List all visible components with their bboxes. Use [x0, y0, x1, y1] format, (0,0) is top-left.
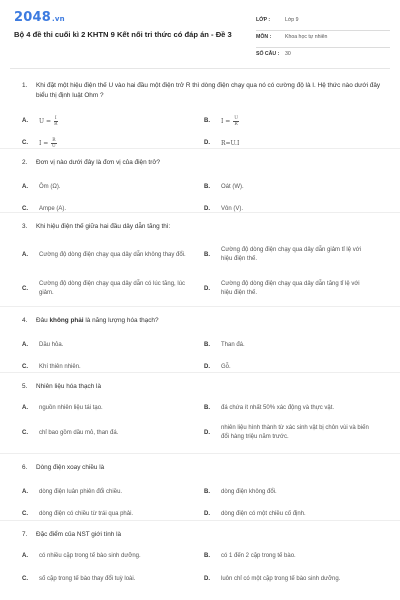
- option-letter: D.: [204, 576, 210, 582]
- question-7: [0, 521, 400, 591]
- question-1: [0, 74, 400, 149]
- option-letter: C.: [22, 576, 28, 582]
- option-letter: B.: [204, 252, 210, 258]
- option-letter: B.: [204, 118, 210, 124]
- question-text: Dòng điện xoay chiều là: [36, 464, 105, 471]
- meta-value: 30: [285, 51, 291, 57]
- question-stem: [22, 74, 386, 101]
- option-text: R=U.I: [221, 139, 240, 147]
- logo-domain: .vn: [51, 15, 65, 23]
- option-letter: C.: [22, 140, 28, 146]
- option-text: Khí thiên nhiên.: [39, 363, 81, 370]
- question-3: [0, 213, 400, 307]
- option-text: Ôm (Ω).: [39, 183, 61, 190]
- option-letter: C.: [22, 206, 28, 212]
- option-letter: A.: [22, 184, 28, 190]
- fraction: [54, 116, 58, 127]
- option-text: Cường độ dòng điện chạy qua dây dẫn có lúc tăng, lúc giảm.: [39, 281, 186, 296]
- option-a[interactable]: [22, 398, 204, 418]
- question-stem: [22, 149, 386, 168]
- options-grid: [22, 546, 386, 592]
- question-stem: [22, 454, 386, 473]
- question-2: [0, 149, 400, 213]
- question-text: Khi đặt một hiệu điện thế U vào hai đầu một điện trở R thì dòng điện chạy qua nó có cường độ là I. Hệ thức nào dưới đây biểu thị định luật Ohm ?: [36, 82, 381, 99]
- page-header: [0, 0, 400, 66]
- option-c[interactable]: [22, 566, 204, 592]
- option-a[interactable]: [22, 546, 204, 566]
- option-text: I =: [221, 117, 233, 125]
- meta-value: Lớp 9: [285, 17, 299, 23]
- meta-label: LỚP :: [256, 17, 271, 23]
- option-b[interactable]: [204, 110, 386, 132]
- option-text: Cường độ dòng điện chạy qua dây dẫn tăng tỉ lệ với hiệu điện thế.: [221, 281, 360, 296]
- question-text: Đâu không phải là năng lượng hóa thạch?: [36, 317, 159, 324]
- options-grid: [22, 481, 386, 525]
- option-letter: A.: [22, 118, 28, 124]
- option-text: dòng điện có một chiều cố định.: [221, 510, 306, 517]
- question-text: Khi hiệu điện thế giữa hai đầu dây dẫn tăng thì:: [36, 223, 171, 230]
- option-c[interactable]: [22, 418, 204, 448]
- question-number: 1.: [22, 82, 28, 89]
- option-letter: D.: [204, 430, 210, 436]
- option-text: dòng điện có chiều từ trái qua phải.: [39, 510, 134, 517]
- option-text: dòng điện không đổi.: [221, 488, 277, 495]
- fraction: [51, 138, 56, 149]
- option-text: có nhiều cặp trong tế bào sinh dưỡng.: [39, 552, 141, 559]
- exam-meta: [256, 14, 390, 64]
- option-text: dòng điện luân phiên đổi chiều.: [39, 488, 123, 495]
- option-a[interactable]: [22, 334, 204, 356]
- header-divider: [10, 68, 390, 69]
- emphasis-text: không phải: [49, 317, 84, 324]
- option-a[interactable]: [22, 481, 204, 503]
- question-text: Đơn vị nào dưới đây là đơn vị của điện trở?: [36, 159, 161, 166]
- meta-row-subject: [256, 31, 390, 48]
- meta-row-class: [256, 14, 390, 31]
- option-b[interactable]: [204, 546, 386, 566]
- option-b[interactable]: [204, 334, 386, 356]
- option-text: Oát (W).: [221, 183, 244, 190]
- option-text: có 1 đến 2 cặp trong tế bào.: [221, 552, 296, 559]
- question-number: 4.: [22, 317, 28, 324]
- question-stem: [22, 373, 386, 392]
- option-text: nguồn nhiên liệu tái tạo.: [39, 404, 103, 411]
- meta-label: MÔN :: [256, 34, 272, 40]
- option-letter: D.: [204, 286, 210, 292]
- option-text: Ampe (A).: [39, 205, 67, 212]
- option-letter: C.: [22, 430, 28, 436]
- question-stem: [22, 521, 386, 540]
- option-letter: A.: [22, 342, 28, 348]
- option-b[interactable]: [204, 238, 386, 272]
- option-text: đá chứa ít nhất 50% xác động và thực vật.: [221, 404, 335, 411]
- question-list: [0, 74, 400, 591]
- option-text: số cặp trong tế bào thay đổi tuỳ loài.: [39, 575, 136, 582]
- fraction-numerator: U: [234, 115, 238, 121]
- option-letter: D.: [204, 206, 210, 212]
- option-text: Dầu hỏa.: [39, 341, 64, 348]
- question-number: 7.: [22, 531, 28, 538]
- option-text: U =: [39, 117, 53, 125]
- options-grid: [22, 398, 386, 448]
- option-letter: D.: [204, 140, 210, 146]
- option-letter: A.: [22, 252, 28, 258]
- question-5: [0, 373, 400, 454]
- meta-row-count: [256, 48, 390, 64]
- question-text: Nhiên liệu hóa thạch là: [36, 383, 102, 390]
- fraction: [233, 116, 239, 127]
- options-grid: [22, 238, 386, 306]
- option-letter: A.: [22, 489, 28, 495]
- options-grid: [22, 334, 386, 378]
- fraction-numerator: R: [52, 137, 56, 143]
- option-b[interactable]: [204, 398, 386, 418]
- option-letter: D.: [204, 511, 210, 517]
- question-stem: [22, 307, 386, 326]
- question-6: [0, 454, 400, 521]
- question-stem: [22, 213, 386, 232]
- option-letter: B.: [204, 405, 210, 411]
- option-a[interactable]: [22, 176, 204, 198]
- option-letter: B.: [204, 342, 210, 348]
- option-d[interactable]: [204, 566, 386, 592]
- question-number: 5.: [22, 383, 28, 390]
- question-number: 6.: [22, 464, 28, 471]
- fraction-denominator: U: [52, 143, 56, 149]
- option-a[interactable]: [22, 238, 204, 272]
- option-letter: C.: [22, 511, 28, 517]
- option-letter: C.: [22, 364, 28, 370]
- option-text: Cường độ dòng điện chạy qua dây dẫn giảm tỉ lệ với hiệu điện thế.: [221, 247, 361, 262]
- option-text: Cường độ dòng điện chạy qua dây dẫn không thay đổi.: [39, 251, 186, 258]
- option-letter: B.: [204, 184, 210, 190]
- question-text: Đặc điểm của NST giới tính là: [36, 531, 122, 538]
- option-letter: C.: [22, 286, 28, 292]
- option-c[interactable]: [22, 272, 204, 306]
- option-letter: D.: [204, 364, 210, 370]
- question-number: 2.: [22, 159, 28, 166]
- logo-text: 2048: [14, 10, 51, 25]
- question-4: [0, 307, 400, 373]
- option-text: Than đá.: [221, 341, 245, 348]
- option-text: Gỗ.: [221, 363, 231, 370]
- fraction-numerator: I: [54, 115, 57, 121]
- option-letter: A.: [22, 405, 28, 411]
- option-text: Vôn (V).: [221, 205, 244, 212]
- fraction-denominator: R: [54, 121, 58, 127]
- option-text: luôn chỉ có một cặp trong tế bào sinh dưỡng.: [221, 575, 341, 582]
- option-b[interactable]: [204, 176, 386, 198]
- meta-value: Khoa học tự nhiên: [285, 34, 328, 40]
- meta-label: SỐ CÂU :: [256, 51, 280, 57]
- site-logo[interactable]: [14, 10, 65, 25]
- option-text: chỉ bao gồm dầu mỏ, than đá.: [39, 429, 119, 436]
- option-a[interactable]: [22, 110, 204, 132]
- option-text: I =: [39, 139, 51, 147]
- option-letter: A.: [22, 553, 28, 559]
- option-letter: B.: [204, 553, 210, 559]
- question-number: 3.: [22, 223, 28, 230]
- page-title: Bộ 4 đề thi cuối kì 2 KHTN 9 Kết nối tri thức có đáp án - Đề 3: [14, 30, 232, 39]
- option-text: nhiên liệu hình thành từ xác sinh vật bị chôn vùi và biến đổi hàng triệu năm trước.: [221, 425, 369, 440]
- option-letter: B.: [204, 489, 210, 495]
- option-b[interactable]: [204, 481, 386, 503]
- fraction-denominator: R: [234, 121, 238, 127]
- option-d[interactable]: [204, 418, 386, 448]
- option-d[interactable]: [204, 272, 386, 306]
- options-grid: [22, 110, 386, 154]
